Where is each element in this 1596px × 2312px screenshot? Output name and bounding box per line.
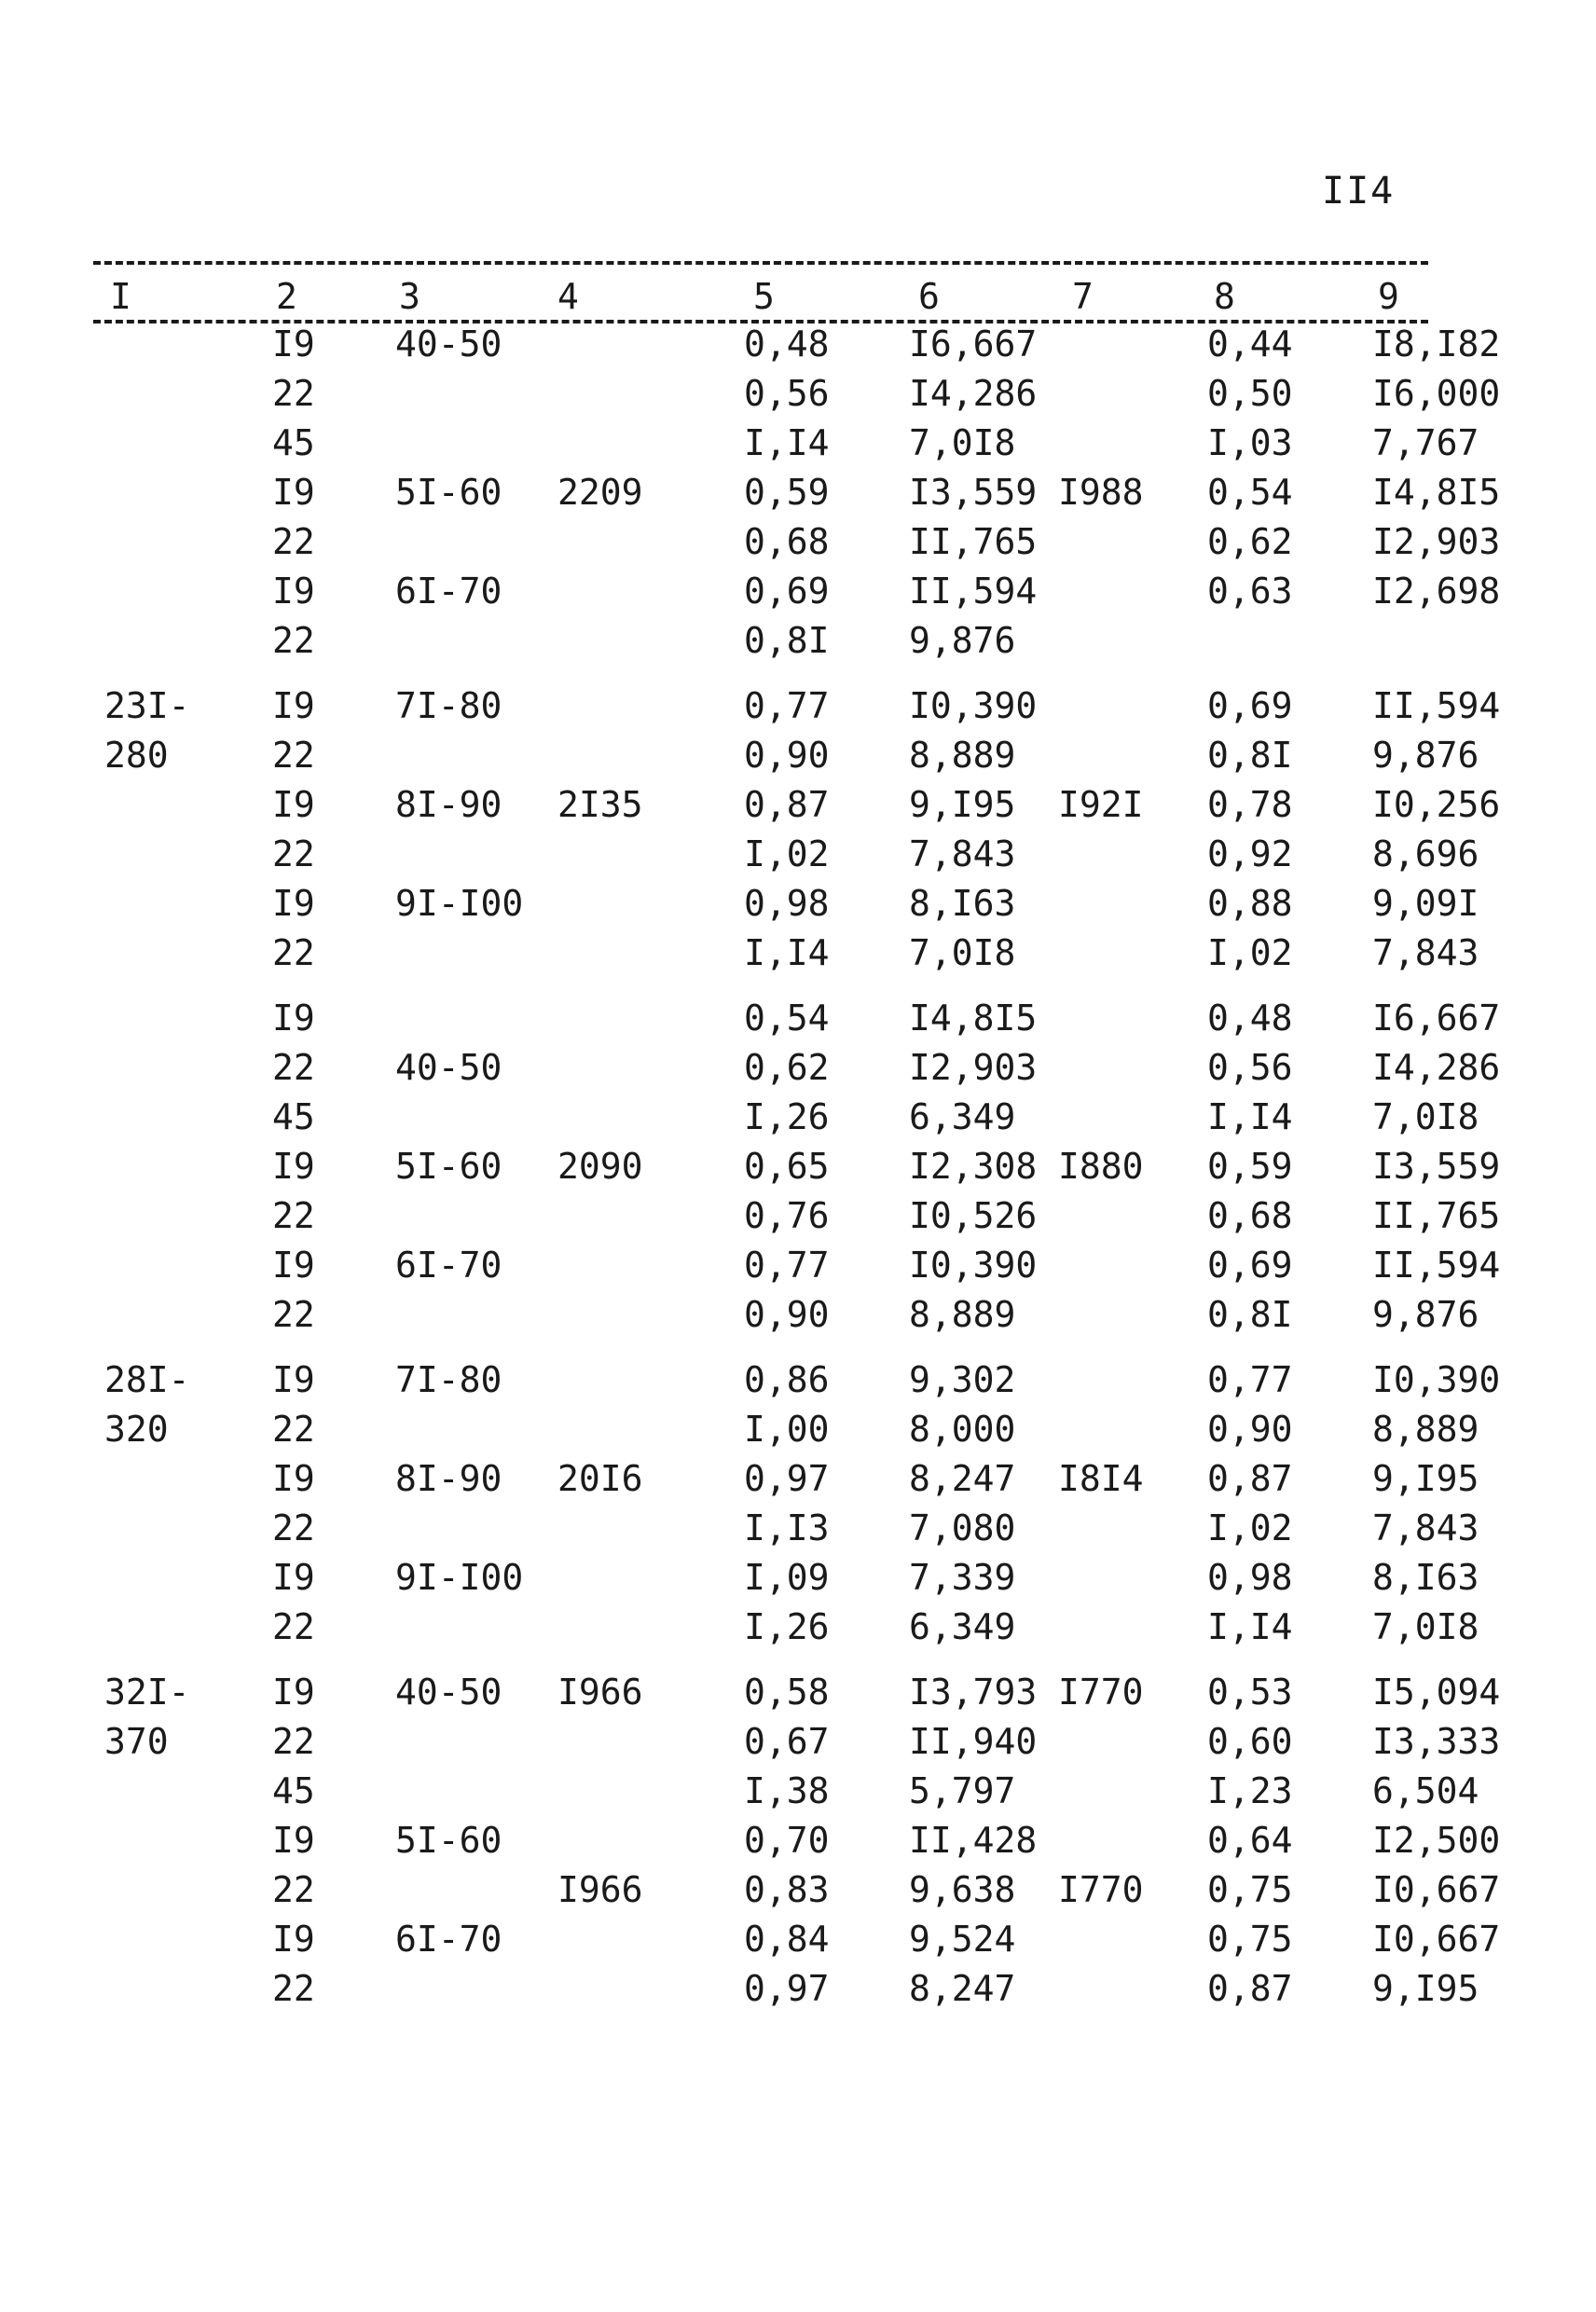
cell-col-6: 9,I95 [909,784,1016,825]
cell-col-3: 6I-70 [395,571,502,612]
cell-col-7: I770 [1058,1672,1144,1713]
cell-col-2: 22 [272,1507,315,1548]
cell-col-2: I9 [272,1820,315,1861]
cell-col-6: I3,559 [909,472,1038,513]
cell-col-8: 0,88 [1207,883,1293,924]
cell-col-9: 8,I63 [1372,1557,1479,1598]
cell-col-8: 0,59 [1207,1146,1293,1187]
cell-col-2: I9 [272,1146,315,1187]
cell-col-2: I9 [272,1245,315,1286]
cell-col-9: I0,256 [1372,784,1501,825]
cell-col-8: I,I4 [1207,1096,1293,1137]
cell-col-8: 0,90 [1207,1409,1293,1450]
cell-col-6: I0,526 [909,1195,1038,1236]
cell-col-2: I9 [272,571,315,612]
cell-col-8: I,02 [1207,1507,1293,1548]
cell-col-1: 23I- [104,685,190,726]
cell-col-2: I9 [272,1359,315,1400]
cell-col-8: I,I4 [1207,1606,1293,1647]
cell-col-1: 280 [104,735,169,776]
cell-col-3: 8I-90 [395,784,502,825]
cell-col-6: I4,286 [909,373,1038,414]
cell-col-8: 0,75 [1207,1869,1293,1910]
column-header-4: 4 [557,276,579,317]
cell-col-5: 0,90 [744,735,830,776]
cell-col-6: 7,339 [909,1557,1016,1598]
cell-col-4: 2I35 [557,784,643,825]
cell-col-3: 5I-60 [395,1820,502,1861]
cell-col-6: 8,889 [909,1294,1016,1335]
cell-col-8: 0,48 [1207,998,1293,1039]
cell-col-6: 6,349 [909,1606,1016,1647]
cell-col-8: 0,78 [1207,784,1293,825]
cell-col-9: I0,667 [1372,1919,1501,1960]
cell-col-2: 22 [272,1606,315,1647]
cell-col-6: I0,390 [909,685,1038,726]
cell-col-9: 7,843 [1372,1507,1479,1548]
cell-col-5: 0,97 [744,1968,830,2009]
column-header-2: 2 [276,276,297,317]
cell-col-9: I6,000 [1372,373,1501,414]
cell-col-9: I0,390 [1372,1359,1501,1400]
cell-col-7: I92I [1058,784,1144,825]
cell-col-6: 9,302 [909,1359,1016,1400]
cell-col-2: 22 [272,521,315,562]
cell-col-5: I,I4 [744,422,830,463]
cell-col-8: 0,92 [1207,833,1293,874]
cell-col-5: 0,68 [744,521,830,562]
cell-col-8: 0,77 [1207,1359,1293,1400]
cell-col-6: I0,390 [909,1245,1038,1286]
cell-col-8: 0,98 [1207,1557,1293,1598]
cell-col-2: 22 [272,1409,315,1450]
cell-col-2: 22 [272,833,315,874]
cell-col-8: 0,87 [1207,1968,1293,2009]
cell-col-8: 0,62 [1207,521,1293,562]
cell-col-5: 0,98 [744,883,830,924]
cell-col-2: I9 [272,784,315,825]
cell-col-6: I4,8I5 [909,998,1038,1039]
cell-col-2: 22 [272,932,315,973]
cell-col-6: I6,667 [909,323,1038,365]
cell-col-6: I2,308 [909,1146,1038,1187]
cell-col-9: II,765 [1372,1195,1501,1236]
cell-col-6: 7,0I8 [909,932,1016,973]
cell-col-5: 0,84 [744,1919,830,1960]
cell-col-4: 2209 [557,472,643,513]
cell-col-2: I9 [272,1557,315,1598]
column-header-5: 5 [753,276,775,317]
cell-col-2: I9 [272,883,315,924]
cell-col-5: 0,67 [744,1721,830,1762]
cell-col-8: I,23 [1207,1770,1293,1811]
cell-col-6: I2,903 [909,1047,1038,1088]
cell-col-6: 6,349 [909,1096,1016,1137]
cell-col-9: 9,I95 [1372,1968,1479,2009]
cell-col-6: 8,I63 [909,883,1016,924]
cell-col-6: 9,524 [909,1919,1016,1960]
cell-col-8: 0,60 [1207,1721,1293,1762]
cell-col-2: I9 [272,1919,315,1960]
cell-col-6: 8,247 [909,1968,1016,2009]
cell-col-2: I9 [272,1458,315,1499]
cell-col-5: 0,90 [744,1294,830,1335]
cell-col-6: 7,843 [909,833,1016,874]
cell-col-3: 5I-60 [395,472,502,513]
cell-col-9: I8,I82 [1372,323,1501,365]
cell-col-6: II,594 [909,571,1038,612]
cell-col-5: 0,77 [744,1245,830,1286]
cell-col-4: I966 [557,1869,643,1910]
cell-col-8: 0,53 [1207,1672,1293,1713]
cell-col-5: I,26 [744,1096,830,1137]
cell-col-6: II,940 [909,1721,1038,1762]
cell-col-6: 7,080 [909,1507,1016,1548]
cell-col-9: I6,667 [1372,998,1501,1039]
cell-col-2: 22 [272,620,315,661]
cell-col-4: I966 [557,1672,643,1713]
cell-col-9: 8,696 [1372,833,1479,874]
cell-col-9: I4,286 [1372,1047,1501,1088]
cell-col-2: 22 [272,1294,315,1335]
cell-col-9: 9,I95 [1372,1458,1479,1499]
column-header-6: 6 [918,276,940,317]
header-top-dashed-rule [93,261,1428,265]
cell-col-9: I2,500 [1372,1820,1501,1861]
cell-col-5: 0,87 [744,784,830,825]
cell-col-3: 40-50 [395,323,502,365]
cell-col-5: 0,83 [744,1869,830,1910]
cell-col-8: 0,54 [1207,472,1293,513]
cell-col-2: 22 [272,1721,315,1762]
cell-col-8: 0,87 [1207,1458,1293,1499]
cell-col-5: I,I3 [744,1507,830,1548]
cell-col-9: I5,094 [1372,1672,1501,1713]
cell-col-6: II,428 [909,1820,1038,1861]
cell-col-2: 22 [272,1968,315,2009]
cell-col-8: 0,75 [1207,1919,1293,1960]
cell-col-2: I9 [272,472,315,513]
cell-col-8: I,03 [1207,422,1293,463]
cell-col-5: 0,70 [744,1820,830,1861]
cell-col-3: 6I-70 [395,1245,502,1286]
cell-col-1: 320 [104,1409,169,1450]
cell-col-7: I988 [1058,472,1144,513]
cell-col-5: 0,86 [744,1359,830,1400]
cell-col-5: 0,59 [744,472,830,513]
cell-col-2: 22 [272,373,315,414]
cell-col-9: 9,09I [1372,883,1479,924]
cell-col-9: 7,767 [1372,422,1479,463]
cell-col-6: 8,000 [909,1409,1016,1450]
cell-col-6: 7,0I8 [909,422,1016,463]
cell-col-6: 9,638 [909,1869,1016,1910]
cell-col-8: I,02 [1207,932,1293,973]
cell-col-6: II,765 [909,521,1038,562]
cell-col-8: 0,68 [1207,1195,1293,1236]
cell-col-9: 9,876 [1372,735,1479,776]
cell-col-4: 20I6 [557,1458,643,1499]
cell-col-9: 9,876 [1372,1294,1479,1335]
column-header-7: 7 [1072,276,1094,317]
cell-col-9: I0,667 [1372,1869,1501,1910]
cell-col-7: I8I4 [1058,1458,1144,1499]
cell-col-2: I9 [272,1672,315,1713]
cell-col-5: 0,54 [744,998,830,1039]
cell-col-2: 22 [272,735,315,776]
column-header-8: 8 [1214,276,1235,317]
cell-col-8: 0,8I [1207,1294,1293,1335]
cell-col-9: I2,698 [1372,571,1501,612]
cell-col-6: 5,797 [909,1770,1016,1811]
cell-col-8: 0,69 [1207,685,1293,726]
cell-col-5: I,02 [744,833,830,874]
cell-col-2: 45 [272,422,315,463]
cell-col-6: 9,876 [909,620,1016,661]
cell-col-8: 0,64 [1207,1820,1293,1861]
column-header-9: 9 [1378,276,1399,317]
cell-col-5: 0,8I [744,620,830,661]
cell-col-3: 5I-60 [395,1146,502,1187]
page-number: II4 [1322,170,1396,213]
cell-col-3: 40-50 [395,1672,502,1713]
cell-col-5: I,00 [744,1409,830,1450]
cell-col-9: 7,0I8 [1372,1606,1479,1647]
cell-col-5: 0,69 [744,571,830,612]
cell-col-6: 8,889 [909,735,1016,776]
cell-col-8: 0,69 [1207,1245,1293,1286]
column-header-1: I [110,276,131,317]
cell-col-5: 0,97 [744,1458,830,1499]
cell-col-3: 7I-80 [395,685,502,726]
cell-col-5: I,I4 [744,932,830,973]
cell-col-5: 0,77 [744,685,830,726]
cell-col-9: 6,504 [1372,1770,1479,1811]
cell-col-9: I2,903 [1372,521,1501,562]
column-header-3: 3 [399,276,420,317]
cell-col-1: 370 [104,1721,169,1762]
cell-col-5: 0,56 [744,373,830,414]
cell-col-8: 0,8I [1207,735,1293,776]
cell-col-6: I3,793 [909,1672,1038,1713]
cell-col-2: 22 [272,1195,315,1236]
cell-col-5: 0,58 [744,1672,830,1713]
cell-col-5: 0,65 [744,1146,830,1187]
cell-col-2: I9 [272,998,315,1039]
cell-col-9: II,594 [1372,685,1501,726]
cell-col-6: 8,247 [909,1458,1016,1499]
cell-col-5: 0,48 [744,323,830,365]
cell-col-1: 28I- [104,1359,190,1400]
cell-col-9: II,594 [1372,1245,1501,1286]
cell-col-1: 32I- [104,1672,190,1713]
cell-col-8: 0,44 [1207,323,1293,365]
cell-col-3: 40-50 [395,1047,502,1088]
cell-col-2: I9 [272,685,315,726]
cell-col-5: I,26 [744,1606,830,1647]
cell-col-3: 6I-70 [395,1919,502,1960]
cell-col-2: 45 [272,1770,315,1811]
cell-col-3: 7I-80 [395,1359,502,1400]
cell-col-2: I9 [272,323,315,365]
cell-col-3: 9I-I00 [395,883,524,924]
cell-col-2: 22 [272,1047,315,1088]
cell-col-3: 8I-90 [395,1458,502,1499]
cell-col-3: 9I-I00 [395,1557,524,1598]
cell-col-9: I3,559 [1372,1146,1501,1187]
cell-col-5: I,09 [744,1557,830,1598]
cell-col-4: 2090 [557,1146,643,1187]
cell-col-7: I880 [1058,1146,1144,1187]
cell-col-9: I4,8I5 [1372,472,1501,513]
cell-col-5: I,38 [744,1770,830,1811]
cell-col-8: 0,50 [1207,373,1293,414]
cell-col-5: 0,76 [744,1195,830,1236]
cell-col-9: 7,0I8 [1372,1096,1479,1137]
cell-col-9: 8,889 [1372,1409,1479,1450]
cell-col-7: I770 [1058,1869,1144,1910]
cell-col-9: 7,843 [1372,932,1479,973]
cell-col-2: 22 [272,1869,315,1910]
cell-col-8: 0,56 [1207,1047,1293,1088]
cell-col-8: 0,63 [1207,571,1293,612]
cell-col-5: 0,62 [744,1047,830,1088]
cell-col-2: 45 [272,1096,315,1137]
cell-col-9: I3,333 [1372,1721,1501,1762]
